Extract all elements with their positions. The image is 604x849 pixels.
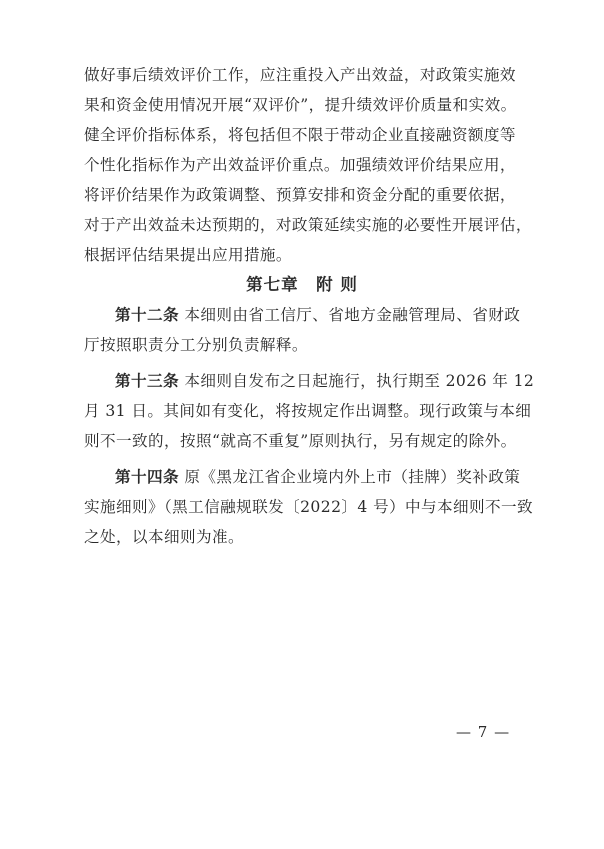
body-line: 之处，以本细则为准。 [84,528,244,546]
article-text: 本细则自发布之日起施行，执行期至 2026 年 12 [184,372,535,390]
body-line: 月 31 日。其间如有变化，将按规定作出调整。现行政策与本细 [84,402,532,420]
body-line: 则不一致的，按照“就高不重复”原则执行，另有规定的除外。 [84,432,517,450]
body-line: 实施细则》（黑工信融规联发〔2022〕4 号）中与本细则不一致 [84,498,534,516]
article-first-line [115,462,524,492]
body-line: 个性化指标作为产出效益评价重点。加强绩效评价结果应用， [84,156,516,174]
body-line: 根据评估结果提出应用措施。 [84,246,292,264]
body-line: 果和资金使用情况开展“双评价”，提升绩效评价质量和实效。 [84,96,517,114]
article-first-line [115,366,535,396]
article-label: 第十二条 [115,306,179,324]
article-first-line [115,300,524,330]
article-label: 第十四条 [115,468,179,486]
body-line: 做好事后绩效评价工作，应注重投入产出效益，对政策实施效 [84,66,516,84]
article-text: 本细则由省工信厅、省地方金融管理局、省财政 [184,306,521,324]
body-line: 厅按照职责分工分别负责解释。 [84,336,308,354]
body-line: 健全评价指标体系，将包括但不限于带动企业直接融资额度等 [84,126,516,144]
chapter-heading: 第七章 附 则 [246,275,358,294]
body-line: 对于产出效益未达预期的，对政策延续实施的必要性开展评估， [84,216,532,234]
body-line: 将评价结果作为政策调整、预算安排和资金分配的重要依据， [84,186,516,204]
page-number: — 7 — [456,723,511,741]
article-text: 原《黑龙江省企业境内外上市（挂牌）奖补政策 [184,468,521,486]
article-label: 第十三条 [115,372,179,390]
